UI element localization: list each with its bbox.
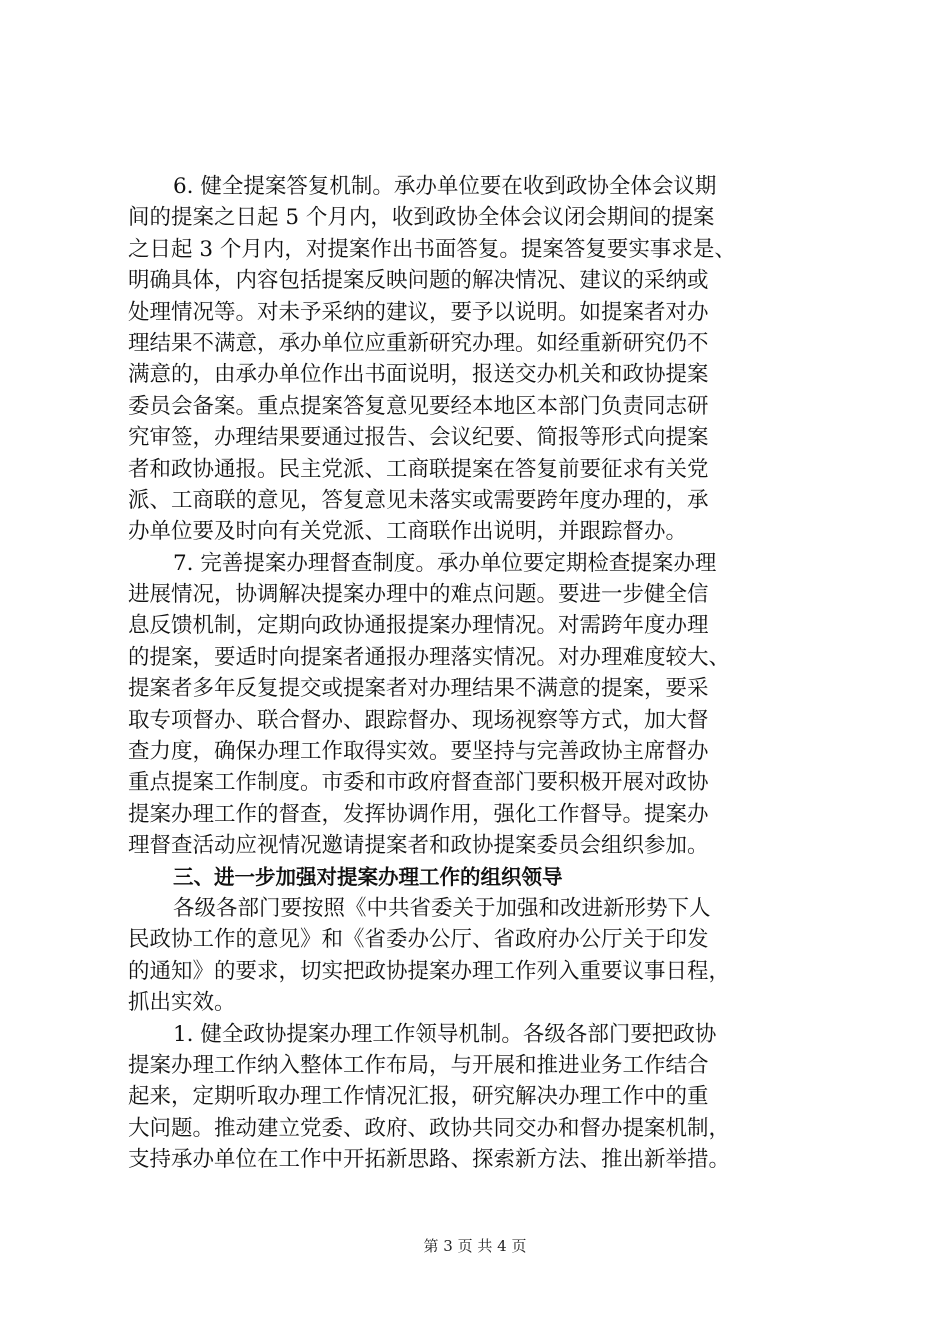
document-body bbox=[128, 171, 828, 1176]
text-line: 大问题。推动建立党委、政府、政协共同交办和督办提案机制， bbox=[128, 1115, 731, 1141]
text-line: 7. 完善提案办理督查制度。承办单位要定期检查提案办理 bbox=[173, 550, 717, 576]
text-line: 抓出实效。 bbox=[128, 990, 236, 1016]
text-line: 究审签，办理结果要通过报告、会议纪要、简报等形式向提案 bbox=[128, 425, 709, 451]
page-footer: 第 3 页 共 4 页 bbox=[423, 1237, 527, 1255]
text-line: 支持承办单位在工作中开拓新思路、探索新方法、推出新举措。 bbox=[128, 1147, 731, 1173]
text-line: 各级各部门要按照《中共省委关于加强和改进新形势下人 bbox=[173, 895, 711, 921]
text-line: 处理情况等。对未予采纳的建议，要予以说明。如提案者对办 bbox=[128, 299, 709, 325]
text-line: 之日起 3 个月内，对提案作出书面答复。提案答复要实事求是、 bbox=[128, 236, 736, 262]
text-line: 起来，定期听取办理工作情况汇报，研究解决办理工作中的重 bbox=[128, 1084, 709, 1110]
section-heading: 三、进一步加强对提案办理工作的组织领导 bbox=[173, 864, 563, 889]
text-line: 的提案，要适时向提案者通报办理落实情况。对办理难度较大、 bbox=[128, 644, 731, 670]
text-line: 进展情况，协调解决提案办理中的难点问题。要进一步健全信 bbox=[128, 582, 709, 608]
text-line: 重点提案工作制度。市委和市政府督查部门要积极开展对政协 bbox=[128, 770, 709, 796]
text-line: 满意的，由承办单位作出书面说明，报送交办机关和政协提案 bbox=[128, 362, 709, 388]
text-line: 6. 健全提案答复机制。承办单位要在收到政协全体会议期 bbox=[173, 174, 717, 199]
text-line: 理督查活动应视情况邀请提案者和政协提案委员会组织参加。 bbox=[128, 833, 709, 859]
text-line: 办单位要及时向有关党派、工商联作出说明，并跟踪督办。 bbox=[128, 519, 688, 545]
text-line: 者和政协通报。民主党派、工商联提案在答复前要征求有关党 bbox=[128, 456, 709, 482]
text-line: 理结果不满意，承办单位应重新研究办理。如经重新研究仍不 bbox=[128, 330, 709, 356]
text-line: 民政协工作的意见》和《省委办公厅、省政府办公厅关于印发 bbox=[128, 927, 709, 953]
text-line: 明确具体，内容包括提案反映问题的解决情况、建议的采纳或 bbox=[128, 268, 709, 294]
text-line: 派、工商联的意见，答复意见未落实或需要跨年度办理的，承 bbox=[128, 487, 709, 513]
text-line: 查力度，确保办理工作取得实效。要坚持与完善政协主席督办 bbox=[128, 739, 709, 765]
text-line: 委员会备案。重点提案答复意见要经本地区本部门负责同志研 bbox=[128, 393, 709, 419]
text-line: 提案者多年反复提交或提案者对办理结果不满意的提案，要采 bbox=[128, 676, 709, 702]
text-line: 的通知》的要求，切实把政协提案办理工作列入重要议事日程， bbox=[128, 958, 731, 984]
text-line: 取专项督办、联合督办、跟踪督办、现场视察等方式，加大督 bbox=[128, 707, 709, 733]
text-line: 间的提案之日起 5 个月内，收到政协全体会议闭会期间的提案 bbox=[128, 205, 715, 231]
text-line: 息反馈机制，定期向政协通报提案办理情况。对需跨年度办理 bbox=[128, 613, 709, 639]
text-line: 提案办理工作的督查，发挥协调作用，强化工作督导。提案办 bbox=[128, 801, 709, 827]
text-line: 1. 健全政协提案办理工作领导机制。各级各部门要把政协 bbox=[173, 1021, 717, 1047]
text-line: 提案办理工作纳入整体工作布局，与开展和推进业务工作结合 bbox=[128, 1052, 709, 1078]
